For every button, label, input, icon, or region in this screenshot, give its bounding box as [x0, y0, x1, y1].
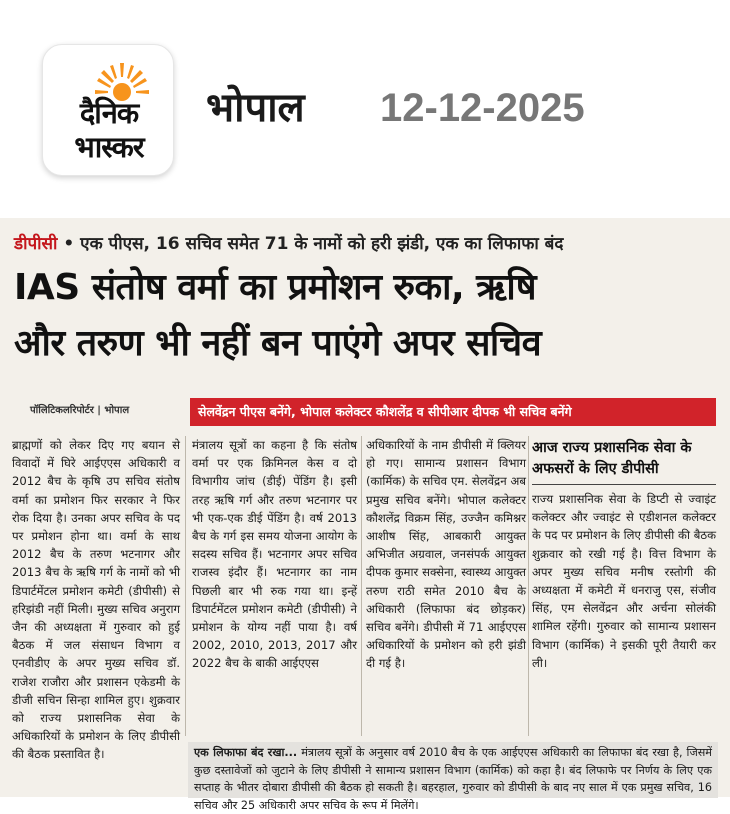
- kicker: [14, 232, 720, 256]
- headline: [14, 260, 720, 372]
- dainik-bhaskar-logo[interactable]: [42, 44, 174, 176]
- subhead-bar: सेलवेंद्रन पीएस बनेंगे, भोपाल कलेक्टर कौशलेंद्र व सीपीआर दीपक भी सचिव बनेंगे: [190, 398, 716, 426]
- sidebar-rule: [532, 484, 716, 485]
- headline-line-2: और तरुण भी नहीं बन पाएंगे अपर सचिव: [14, 323, 542, 364]
- newspaper-clipping: [0, 218, 730, 812]
- logo-wordmark-line1: दैनिक: [79, 96, 139, 130]
- headline-line-1: IAS संतोष वर्मा का प्रमोशन रुका, ऋषि: [14, 267, 537, 308]
- column-divider: [185, 436, 186, 736]
- kicker-bullet: •: [63, 234, 81, 254]
- byline: पॉलिटिकलरिपोर्टर | भोपाल: [30, 405, 130, 416]
- edition-city: भोपाल: [206, 85, 305, 131]
- bottom-note-box: [188, 742, 718, 812]
- article-column-3: अधिकारियों के नाम डीपीसी में क्लियर हो गए। सामान्य प्रशासन विभाग (कार्मिक) के सचिव एम. सेलवेंद्रन अब प्रमुख सचिव बनेंगे। भोपाल कलेक्टर कौशलेंद्र विक्रम सिंह, उज्जैन कमिश्नर आशीष सिंह, आबकारी आयुक्त अभिजीत अग्रवाल, जनसंपर्क आयुक्त दीपक कुमार सक्सेना, स्वास्थ्य आयुक्त तरुण राठी समेत 2010 बैच के अधिकारी (लिफाफा बंद छोड़कर) सचिव बनेंगे। डीपीसी में 71 आईएएस अधिकारियों के प्रमोशन को हरी झंडी दी गई है।: [366, 438, 526, 671]
- bottom-note-text: मंत्रालय सूत्रों के अनुसार वर्ष 2010 बैच के एक आईएएस अधिकारी का लिफाफा बंद रखा है, जिसमें कुछ दस्तावेजों को जुटाने के लिए डीपीसी ने सामान्य प्रशासन विभाग (कार्मिक) को कहा है। बंद लिफाफे पर निर्णय के लिए एक सप्ताह के भीतर दोबारा डीपीसी की बैठक हो सकती है। बहरहाल, गुरुवार को डीपीसी के बाद नए साल में एक प्रमुख सचिव, 16 सचिव और 25 अधिकारी अपर सचिव के रूप में मिलेंगे।: [194, 746, 713, 812]
- article-column-2: मंत्रालय सूत्रों का कहना है कि संतोष वर्मा पर एक क्रिमिनल केस व दो विभागीय जांच (डीई) पेंडिंग है। इसी तरह ऋषि गर्ग और तरुण भटनागर पर भी एक-एक डीई पेंडिंग है। वर्ष 2013 बैच के गर्ग इस समय योजना आयोग के सदस्य सचिव हैं। भटनागर अपर सचिव राजस्व इंदौर हैं। भटनागर का नाम पिछली बार भी रुक गया था। इन्हें डिपार्टमेंटल प्रमोशन कमेटी (डीपीसी) ने प्रमोशन के योग्य नहीं पाया है। वर्ष 2002, 2010, 2013, 2017 और 2022 बैच के बाकी आईएएस: [192, 438, 357, 671]
- sidebar-heading: आज राज्य प्रशासनिक सेवा के अफसरों के लिए डीपीसी: [532, 440, 692, 477]
- article-column-1: ब्राह्मणों को लेकर दिए गए बयान से विवादों में घिरे आईएएस अधिकारी व 2012 बैच के कृषि उप सचिव संतोष वर्मा का प्रमोशन फिर सरकार ने फिर रोक दिया है। उनका अपर सचिव के पद पर प्रमोशन होना था। वर्मा के साथ 2012 बैच के तरुण भटनागर और 2013 बैच के ऋषि गर्ग के नामों को भी डिपार्टमेंटल प्रमोशन कमेटी (डीपीसी) से हरिझंडी नहीं मिली। मुख्य सचिव अनुराग जैन की अध्यक्षता में गुरुवार को हुई बैठक में जल संसाधन विभाग व एनवीडीए के अपर मुख्य सचिव डॉ. राजेश राजौरा और प्रशासन एकेडमी के डीजी सचिन सिन्हा शामिल हुए। शुक्रवार को राज्य प्रशासनिक सेवा के अधिकारियों के प्रमोशन के लिए डीपीसी की बैठक प्रस्तावित है।: [12, 438, 180, 762]
- edition-date: 12-12-2025: [380, 86, 585, 130]
- bottom-note-lead: एक लिफाफा बंद रखा...: [194, 746, 298, 759]
- logo-wordmark-line2: भास्कर: [74, 130, 144, 164]
- column-divider: [528, 436, 529, 736]
- kicker-text: एक पीएस, 16 सचिव समेत 71 के नामों को हरी झंडी, एक का लिफाफा बंद: [80, 234, 564, 254]
- sidebar-column: राज्य प्रशासनिक सेवा के डिप्टी से ज्वाइंट कलेक्टर और ज्वाइंट से एडीशनल कलेक्टर के पद पर प्रमोशन के लिए डीपीसी की बैठक शुक्रवार को रखी गई है। वित्त विभाग के अपर मुख्य सचिव मनीष रस्तोगी की अध्यक्षता में कमेटी में धनराजु एस, संजीव सिंह, एम सेलवेंद्रन और अर्चना सोलंकी शामिल रहेंगी। गुरुवार को सामान्य प्रशासन विभाग (कार्मिक) ने इसकी पूरी तैयारी कर ली।: [532, 492, 716, 670]
- app-header: [0, 0, 730, 200]
- column-divider: [361, 436, 362, 736]
- kicker-tag: डीपीसी: [14, 234, 58, 254]
